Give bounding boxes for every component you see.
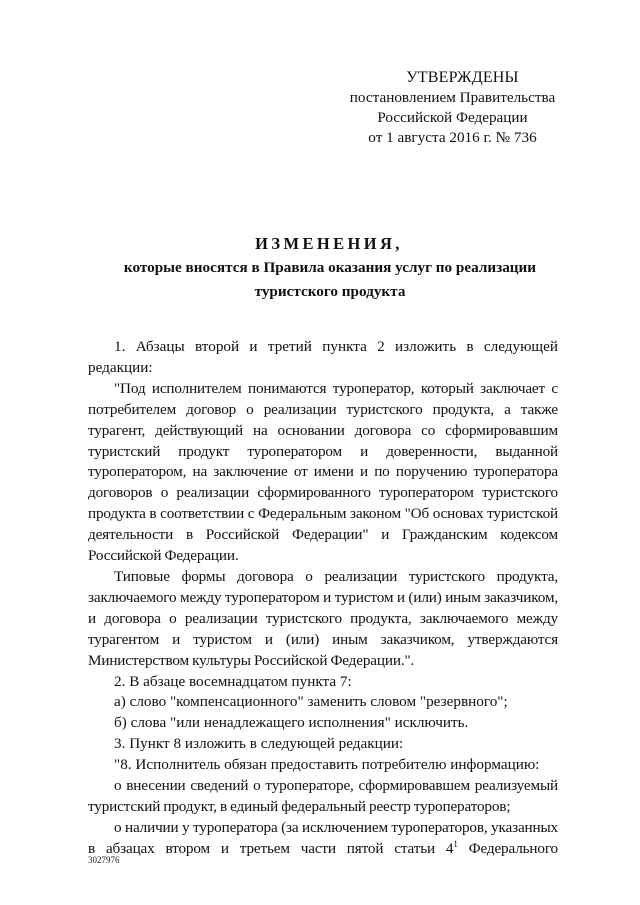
paragraph-4: 2. В абзаце восемнадцатом пункта 7: xyxy=(114,672,352,690)
paragraph-8: "8. Исполнитель обязан предоставить потребителю информацию: xyxy=(114,756,540,774)
approval-line-3: от 1 августа 2016 г. № 736 xyxy=(368,129,537,146)
approval-line-2: Российской Федерации xyxy=(377,109,528,126)
paragraph-1: 1. Абзацы второй и третий пункта 2 изложить в следующей редакции: xyxy=(88,338,558,376)
paragraph-9: о внесении сведений о туроператоре, сформировавшем реализуемый туристский продукт, в единый федеральный реестр туроператоров; xyxy=(88,777,558,815)
approval-line-1: постановлением Правительства xyxy=(349,89,556,106)
paragraph-3: Типовые формы договора о реализации туристского продукта, заключаемого между туроператором и туристом и (или) иным заказчиком, и договора о реализации туристского продукта, заключаемого между турагентом и туристом и (или) иным заказчиком, утверждаются Министерством культуры Российской Федерации.". xyxy=(88,567,558,669)
title-main: ИЗМЕНЕНИЯ, xyxy=(255,234,403,253)
document-title xyxy=(0,234,640,302)
paragraph-10-text: о наличии у туроператора (за исключением туроператоров, указанных в абзацах втором и третьем части пятой статьи 4 xyxy=(88,818,558,857)
approval-stamp xyxy=(340,68,565,148)
paragraph-6: б) слова "или ненадлежащего исполнения" исключить. xyxy=(114,714,469,732)
document-code: 3027976 xyxy=(88,855,120,865)
title-sub-line-2: туристского продукта xyxy=(254,283,406,300)
paragraph-10-tail: Федерального xyxy=(457,839,558,857)
paragraph-2: "Под исполнителем понимаются туроператор, который заключает с потребителем договор о реализации туристского продукта, а также турагент, действующий на основании договора со сформировавшим туристский продукт туроператором и доверенности, выданной туроператором, на заключение от имени и по поручению туроператора договоров о реализации сформированного туроператором туристского продукта в соответствии с Федеральным законом "Об основах туристской деятельности в Российской Федерации" и Гражданским кодексом Российской Федерации. xyxy=(88,379,558,565)
paragraph-7: 3. Пункт 8 изложить в следующей редакции: xyxy=(114,735,404,753)
title-sub-line-1: которые вносятся в Правила оказания услуг по реализации xyxy=(123,259,537,276)
paragraph-10 xyxy=(88,818,558,860)
footnote-superscript: 1 xyxy=(453,838,458,849)
paragraph-5: а) слово "компенсационного" заменить словом "резервного"; xyxy=(114,693,508,711)
document-body xyxy=(88,337,558,860)
approval-heading: УТВЕРЖДЕНЫ xyxy=(406,69,519,86)
